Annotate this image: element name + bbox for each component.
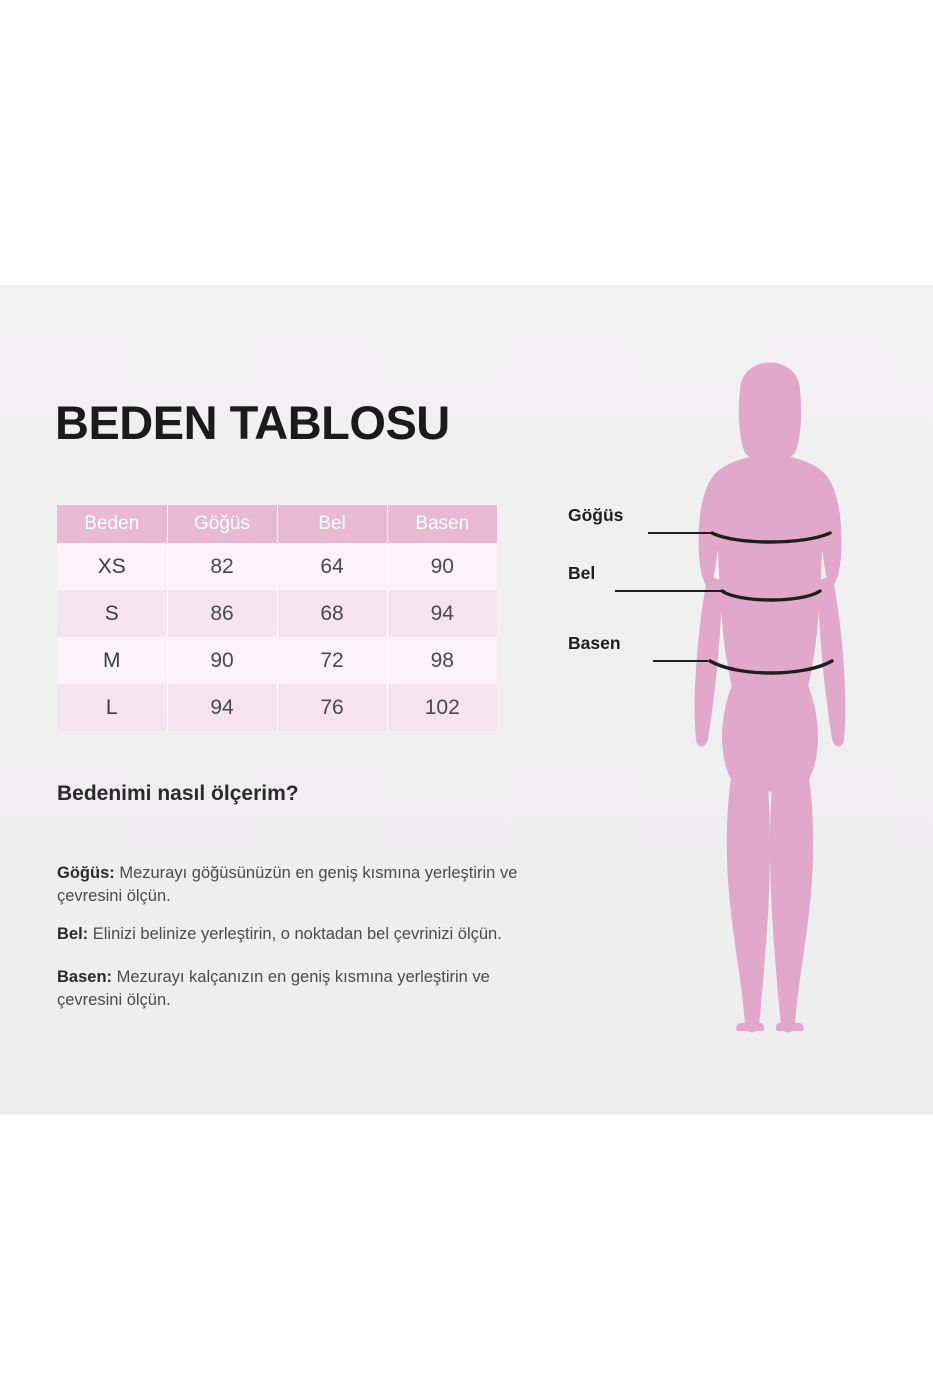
size-table-body (57, 543, 497, 731)
cell-basen: 94 (387, 590, 497, 637)
table-row (57, 543, 497, 590)
cell-bel: 72 (277, 637, 387, 684)
cell-basen: 102 (387, 684, 497, 731)
howto-heading: Bedenimi nasıl ölçerim? (57, 782, 299, 805)
column-header-basen: Basen (387, 505, 497, 543)
column-header-bel: Bel (277, 505, 387, 543)
cell-basen: 98 (387, 637, 497, 684)
table-row (57, 637, 497, 684)
howto-item-gogus (57, 862, 547, 909)
howto-item-bel (57, 923, 547, 946)
leader-line-bel (615, 590, 725, 592)
cell-gogus: 90 (167, 637, 277, 684)
cell-gogus: 82 (167, 543, 277, 590)
cell-size: M (57, 637, 167, 684)
cell-size: S (57, 590, 167, 637)
cell-bel: 64 (277, 543, 387, 590)
howto-term-bel: Bel: (57, 924, 89, 943)
female-body-silhouette-icon (640, 325, 900, 1070)
body-figure (640, 325, 900, 1070)
column-header-beden: Beden (57, 505, 167, 543)
howto-text-gogus: Mezurayı göğüsünüzün en geniş kısmına yerleştirin ve çevresini ölçün. (57, 863, 518, 905)
howto-text-basen: Mezurayı kalçanızın en geniş kısmına yerleştirin ve çevresini ölçün. (57, 967, 490, 1009)
callout-label-basen: Basen (568, 633, 621, 653)
table-row (57, 590, 497, 637)
table-header-row (57, 505, 497, 543)
page-title: BEDEN TABLOSU (55, 396, 450, 449)
size-table-head (57, 505, 497, 543)
leader-line-gogus (648, 532, 711, 534)
callout-label-gogus: Göğüs (568, 505, 624, 525)
howto-item-basen (57, 966, 547, 1013)
howto-text-bel: Elinizi belinize yerleştirin, o noktadan bel çevrinizi ölçün. (88, 924, 502, 943)
cell-gogus: 94 (167, 684, 277, 731)
howto-term-gogus: Göğüs: (57, 863, 115, 882)
column-header-gogus: Göğüs (167, 505, 277, 543)
cell-size: L (57, 684, 167, 731)
callout-label-bel: Bel (568, 563, 596, 583)
cell-bel: 76 (277, 684, 387, 731)
cell-bel: 68 (277, 590, 387, 637)
cell-basen: 90 (387, 543, 497, 590)
leader-line-basen (653, 660, 708, 662)
howto-term-basen: Basen: (57, 967, 113, 986)
cell-gogus: 86 (167, 590, 277, 637)
size-table (57, 505, 497, 731)
table-row (57, 684, 497, 731)
cell-size: XS (57, 543, 167, 590)
